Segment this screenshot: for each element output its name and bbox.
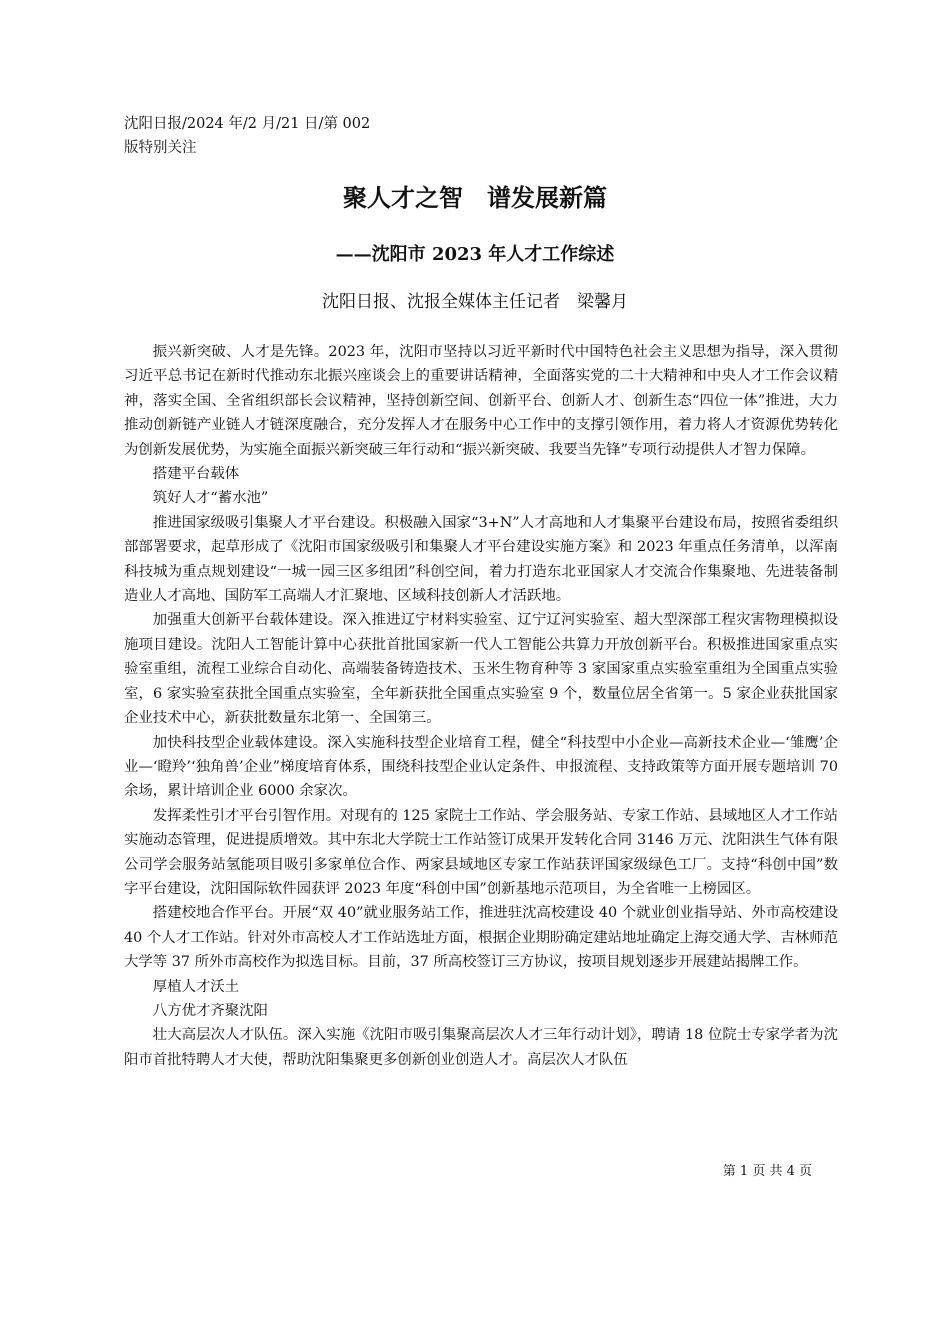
page-number: 第 1 页 共 4 页: [722, 1164, 812, 1179]
paragraph: 加快科技型企业载体建设。深入实施科技型企业培育工程，健全“科技型中小企业—高新技术企业—‘雏鹰’企业—‘瞪羚’‘独角兽’企业”梯度培育体系，围绕科技型企业认定条件、申报流程、支持政策等方面开展专题培训 70 余场，累计培训企业 6000 余家次。: [124, 734, 838, 800]
article-title: 聚人才之智 谱发展新篇: [343, 183, 607, 212]
article-body: [124, 340, 838, 1072]
article-subtitle: ——沈阳市 2023 年人才工作综述: [335, 244, 615, 265]
source-line-2: 版特别关注: [124, 140, 197, 156]
paragraph: 壮大高层次人才队伍。深入实施《沈阳市吸引集聚高层次人才三年行动计划》，聘请 18 位院士专家学者为沈阳市首批特聘人才大使，帮助沈阳集聚更多创新创业创造人才。高层次人才队伍: [124, 1027, 838, 1068]
source-line: [124, 112, 370, 160]
article-byline: 沈阳日报、沈报全媒体主任记者 梁馨月: [322, 292, 628, 312]
section-heading: 搭建平台载体: [152, 466, 240, 483]
paragraph: 推进国家级吸引集聚人才平台建设。积极融入国家“3+N”人才高地和人才集聚平台建设布局，按照省委组织部部署要求，起草形成了《沈阳市国家级吸引和集聚人才平台建设实施方案》和 2023 年重点任务清单，以浑南科技城为重点规划建设“一城一园三区多组团”科创空间，着力打造东北亚国家人才交流合作集聚地、先进装备制造业人才高地、国防军工高端人才汇聚地、区域科技创新人才活跃地。: [124, 514, 838, 605]
section-subheading: 筑好人才“蓄水池”: [152, 490, 269, 507]
section-heading: 厚植人才沃土: [152, 978, 240, 995]
paragraph: 搭建校地合作平台。开展“双 40”就业服务站工作，推进驻沈高校建设 40 个就业创业指导站、外市高校建设 40 个人才工作站。针对外市高校人才工作站选址方面，根据企业期盼确定建站地址确定上海交通大学、吉林师范大学等 37 所外市高校作为拟选目标。目前，37 所高校签订三方协议，按项目规划逐步开展建站揭牌工作。: [124, 905, 838, 971]
paragraph: 加强重大创新平台载体建设。深入推进辽宁材料实验室、辽宁辽河实验室、超大型深部工程灾害物理模拟设施项目建设。沈阳人工智能计算中心获批首批国家新一代人工智能公共算力开放创新平台。积极推进国家重点实验室重组，流程工业综合自动化、高端装备铸造技术、玉米生物育种等 3 家国家重点实验室重组为全国重点实验室，6 家实验室获批全国重点实验室，全年新获批全国重点实验室 9 个，数量位居全省第一。5 家企业获批国家企业技术中心，新获批数量东北第一、全国第三。: [124, 612, 838, 727]
section-subheading: 八方优才齐聚沈阳: [152, 1002, 268, 1019]
source-line-1: 沈阳日报/2024 年/2 月/21 日/第 002: [124, 116, 371, 132]
paragraph: 发挥柔性引才平台引智作用。对现有的 125 家院士工作站、学会服务站、专家工作站、县域地区人才工作站实施动态管理，促进提质增效。其中东北大学院士工作站签订成果开发转化合同 3146 万元、沈阳洪生气体有限公司学会服务站氢能项目吸引多家单位合作、两家县域地区专家工作站获评国家级绿色工厂。支持“科创中国”数字平台建设，沈阳国际软件园获评 2023 年度“科创中国”创新基地示范项目，为全省唯一上榜园区。: [124, 807, 838, 897]
paragraph: 振兴新突破、人才是先锋。2023 年，沈阳市坚持以习近平新时代中国特色社会主义思想为指导，深入贯彻习近平总书记在新时代推动东北振兴座谈会上的重要讲话精神，全面落实党的二十大精神和中央人才工作会议精神，落实全国、全省组织部长会议精神，坚持创新空间、创新平台、创新人才、创新生态“四位一体”推进，大力推动创新链产业链人才链深度融合，充分发挥人才在服务中心工作中的支撑引领作用，着力将人才资源优势转化为创新发展优势，为实施全面振兴新突破三年行动和“振兴新突破、我要当先锋”专项行动提供人才智力保障。: [124, 344, 838, 458]
